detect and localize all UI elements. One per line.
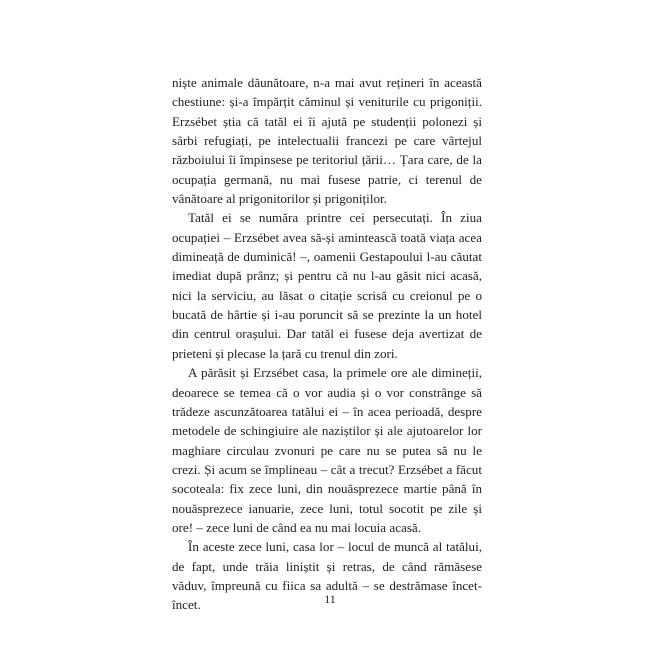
paragraph-1: niște animale dăunătoare, n-a mai avut rețineri în această chestiune: și-a împărțit căminul și veniturile cu prigoniții. Erzsébet știa că tatăl ei îi ajută pe studenții polonezi și sârbi refugiați, pe intelectualii francezi pe care vârtejul războiului îi împinsese pe teritoriul țării… Țara care, de la ocupația germană, nu mai fusese patrie, ci terenul de vânătoare al prigonitorilor și prigoniților.	[172, 75, 482, 207]
body-text	[172, 73, 482, 615]
page-number: 11	[324, 592, 336, 606]
paragraph-2: Tatăl ei se număra printre cei persecutați. În ziua ocupației – Erzsébet avea să-și amintească toată viața acea dimineață de duminică! –, oamenii Gestapoului l-au căutat imediat după prânz; și pentru că nu l-au găsit nici acasă, nici la serviciu, au lăsat o citație scrisă cu creionul pe o bucată de hârtie și i-au poruncit să se prezinte la un hotel din centrul orașului. Dar tatăl ei fusese deja avertizat de prieteni și plecase la țară cu trenul din zori.	[172, 210, 482, 361]
paragraph-4: În aceste zece luni, casa lor – locul de muncă al tatălui, de fapt, unde trăia liniștit și retras, de când rămăsese văduv, împreună cu fiica sa adultă – se destrămase încet-încet.	[172, 539, 482, 613]
paragraph-3: A părăsit și Erzsébet casa, la primele ore ale dimineții, deoarece se temea că o vor audia și o vor constrânge să trădeze ascunzătoarea tatălui ei – în acea perioadă, despre metodele de schingiuire ale naziștilor și ale ajutoarelor lor maghiare circulau zvonuri pe care nu se putea să nu le crezi. Și acum se împlineau – cât a trecut? Erzsébet a făcut socoteala: fix zece luni, din nouăsprezece martie până în nouăsprezece ianuarie, zece luni, totul socotit pe zile și ore! – zece luni de când ea nu mai locuia acasă.	[172, 365, 482, 535]
